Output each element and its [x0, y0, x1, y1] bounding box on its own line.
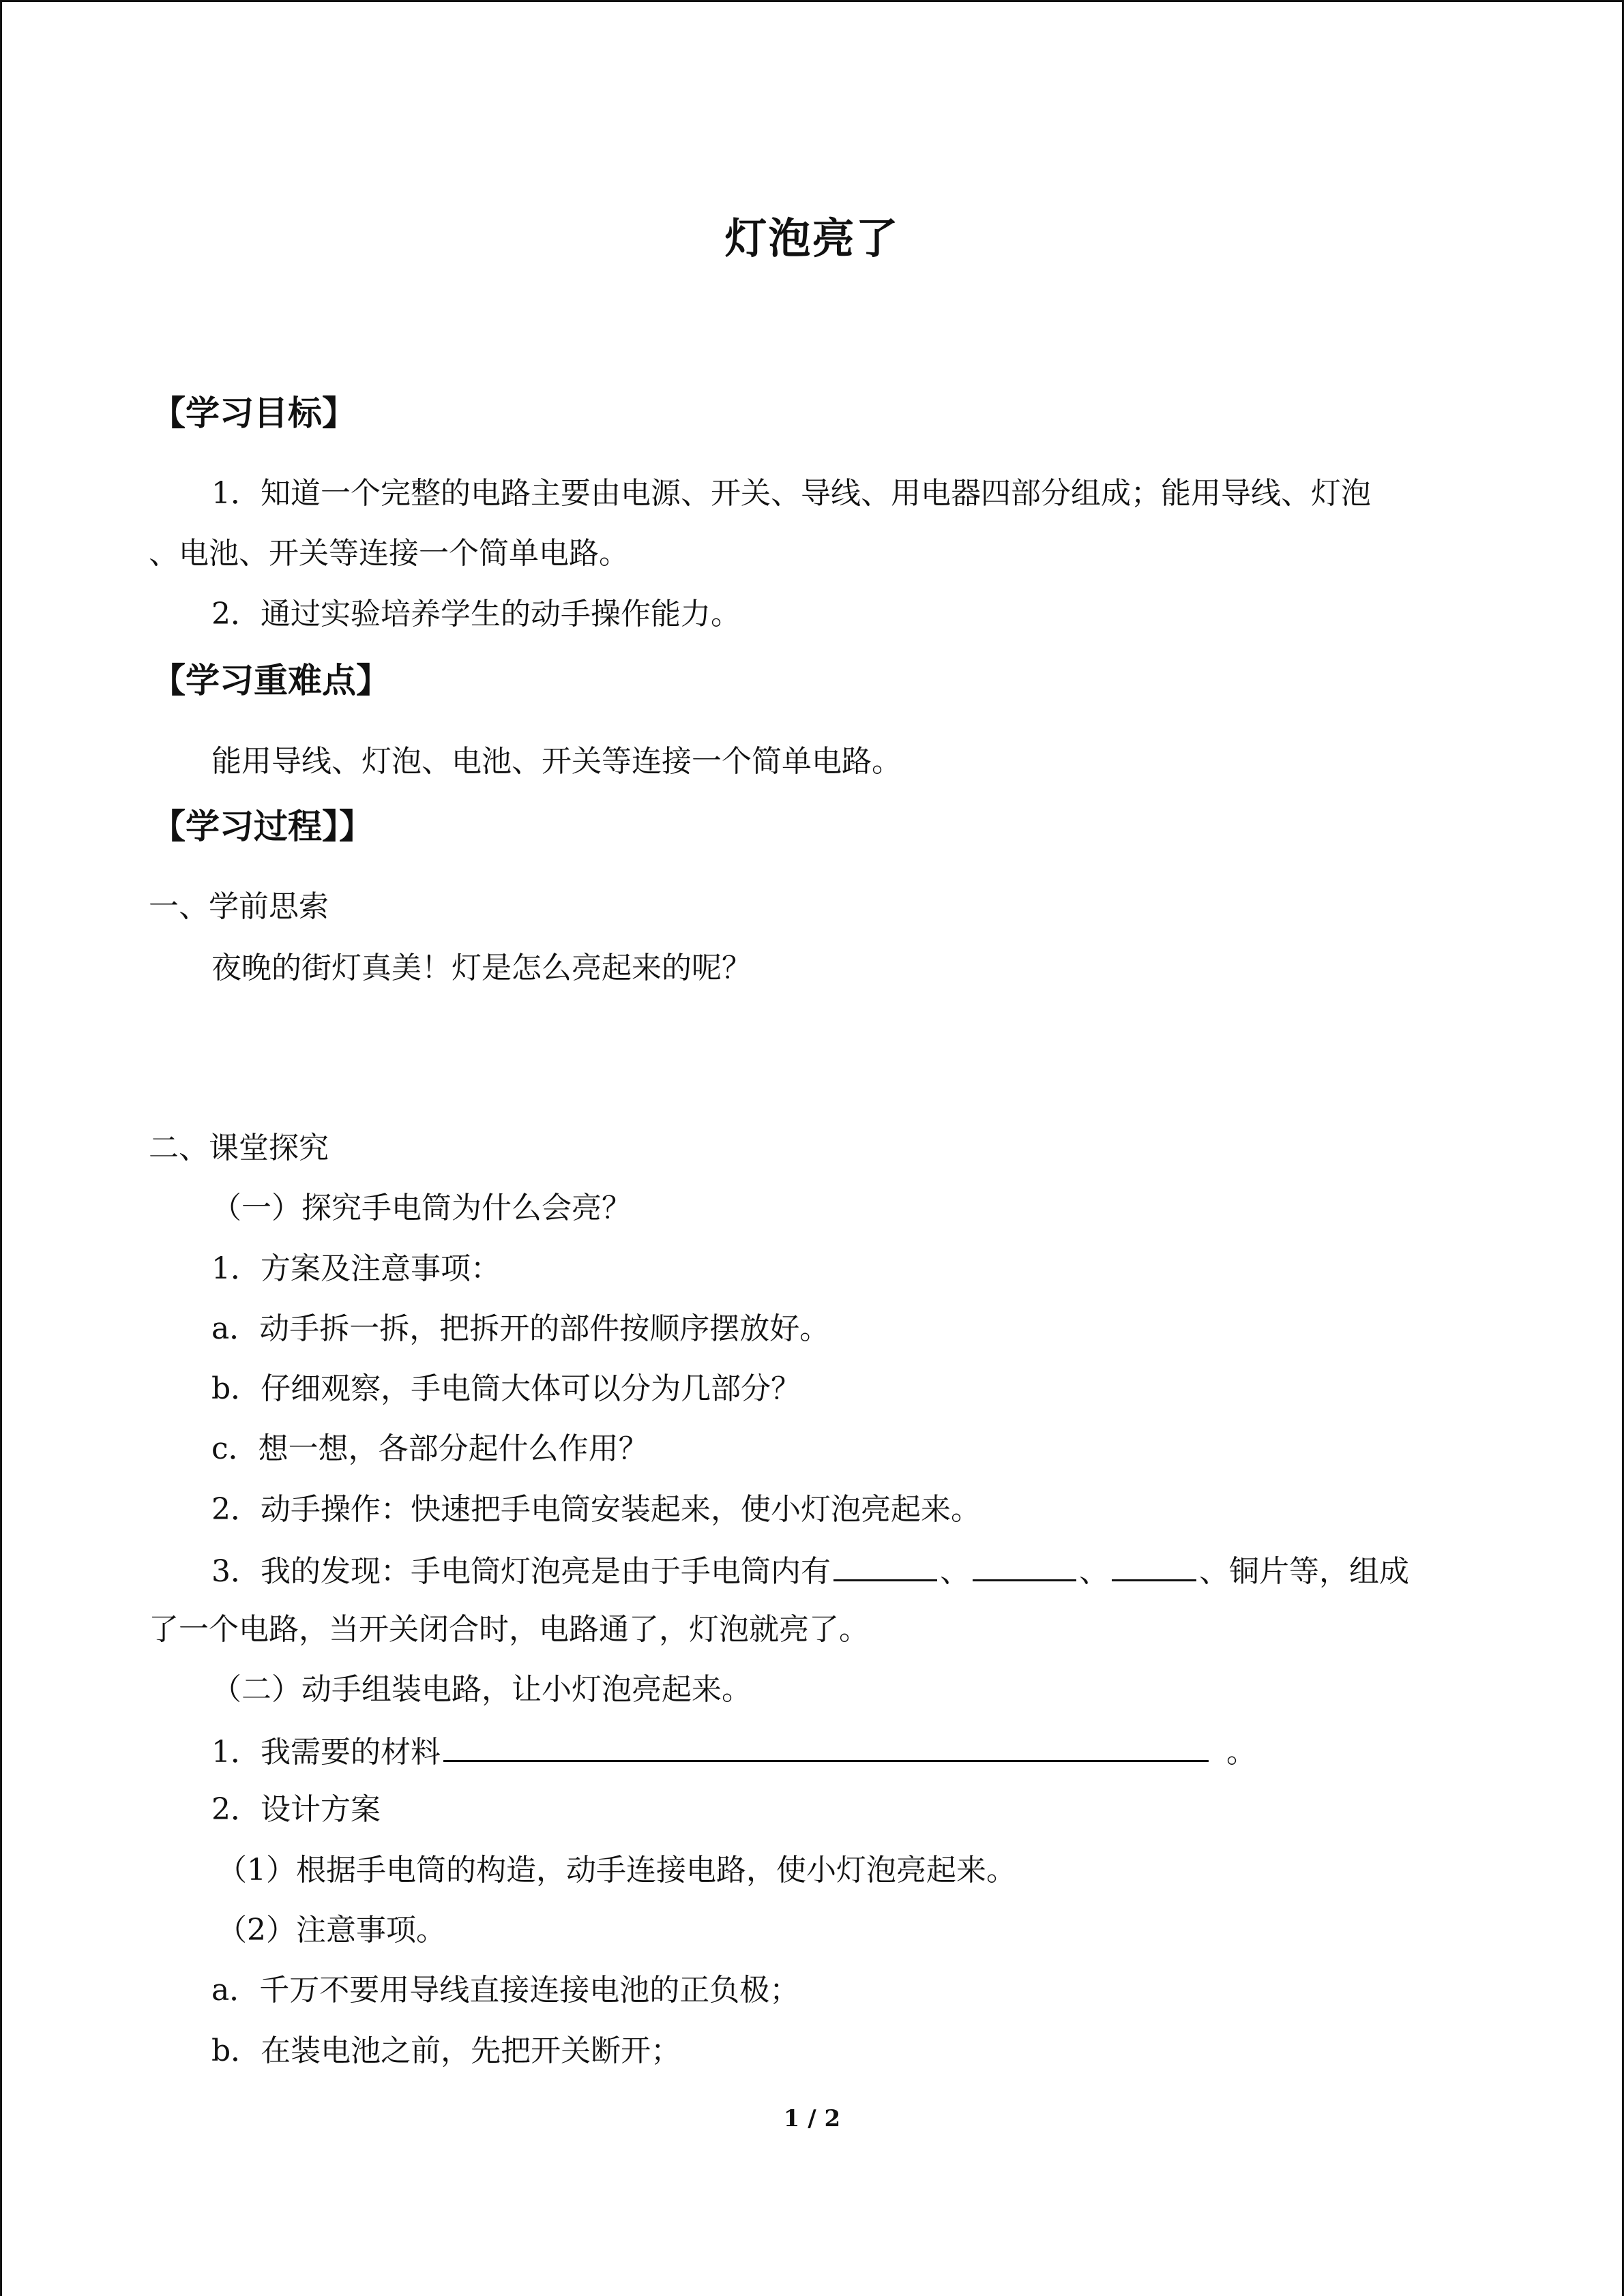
sub1-item-1b: b．仔细观察，手电筒大体可以分为几部分？ [211, 1371, 801, 1406]
page-number: 1 / 2 [783, 2105, 841, 2132]
sub1-item-3-separator-1: 、 [940, 1554, 970, 1589]
sub2-item-2-2b: b．在装电池之前，先把开关断开； [211, 2033, 681, 2068]
sub2-item-2: 2．设计方案 [211, 1792, 381, 1827]
part1-line: 夜晚的街灯真美！灯是怎么亮起来的呢？ [211, 951, 752, 985]
document-title: 灯泡亮了 [724, 213, 900, 263]
sub1-heading: （一）探究手电筒为什么会亮？ [211, 1191, 632, 1225]
sub1-item-3 [211, 1549, 1409, 1592]
key-points-line: 能用导线、灯泡、电池、开关等连接一个简单电路。 [211, 744, 902, 779]
heading-learning-process: 【学习过程】】 [151, 807, 373, 846]
heading-learning-goals: 【学习目标】 [151, 393, 356, 433]
fill-blank-1[interactable] [833, 1549, 937, 1581]
fill-blank-2[interactable] [973, 1549, 1076, 1581]
sub1-item-3-continued: 了一个电路，当开关闭合时，电路通了，灯泡就亮了。 [149, 1612, 869, 1647]
sub2-item-2-2a: a．千万不要用导线直接连接电池的正负极； [211, 1973, 800, 2008]
sub2-item-1 [211, 1730, 1256, 1772]
sub1-item-1c: c．想一想，各部分起什么作用？ [211, 1431, 649, 1466]
sub2-item-2-2: （2）注意事项。 [217, 1913, 446, 1948]
sub2-item-1-suffix: 。 [1226, 1735, 1256, 1770]
sub1-item-3-separator-2: 、 [1079, 1554, 1109, 1589]
sub1-item-1: 1．方案及注意事项： [211, 1251, 501, 1286]
sub2-item-2-1: （1）根据手电筒的构造，动手连接电路，使小灯泡亮起来。 [217, 1853, 1016, 1888]
part2-heading: 二、课堂探究 [149, 1131, 329, 1165]
heading-key-points: 【学习重难点】 [151, 661, 390, 700]
goals-line-1-continued: 、电池、开关等连接一个简单电路。 [149, 536, 629, 571]
sub1-item-1a: a．动手拆一拆，把拆开的部件按顺序摆放好。 [211, 1311, 830, 1346]
fill-blank-3[interactable] [1112, 1549, 1196, 1581]
sub1-item-2: 2．动手操作：快速把手电筒安装起来，使小灯泡亮起来。 [211, 1492, 981, 1527]
goals-line-2: 2．通过实验培养学生的动手操作能力。 [211, 597, 741, 631]
part1-heading: 一、学前思索 [149, 889, 329, 924]
sub1-item-3-suffix: 、铜片等，组成 [1199, 1554, 1409, 1589]
sub1-item-3-prefix: 3．我的发现：手电筒灯泡亮是由于手电筒内有 [211, 1554, 831, 1589]
materials-blank[interactable] [443, 1730, 1209, 1762]
goals-line-1: 1．知道一个完整的电路主要由电源、开关、导线、用电器四部分组成；能用导线、灯泡 [211, 476, 1371, 511]
sub2-heading: （二）动手组装电路，让小灯泡亮起来。 [211, 1672, 752, 1707]
sub2-item-1-prefix: 1．我需要的材料 [211, 1735, 441, 1770]
